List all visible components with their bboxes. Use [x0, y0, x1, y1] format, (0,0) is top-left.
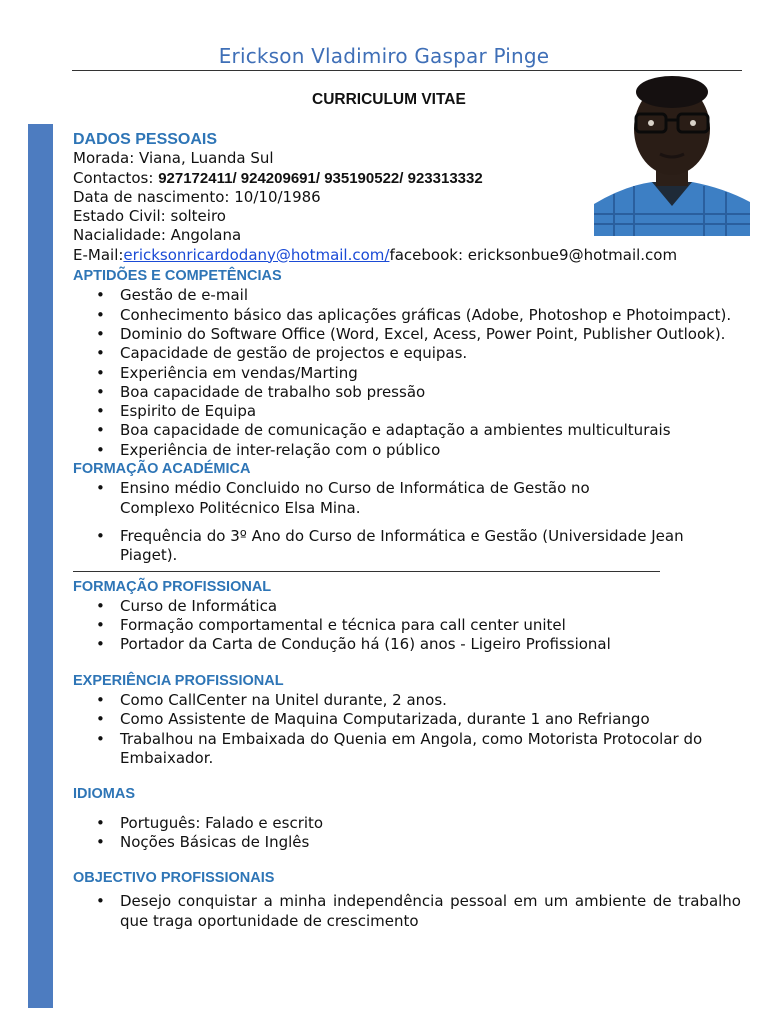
list-item: • Portador da Carta de Condução há (16) anos - Ligeiro Profissional [73, 635, 741, 654]
email-link[interactable]: ericksonricardodany@hotmail.com/ [123, 245, 390, 264]
list-item: • Curso de Informática [73, 597, 741, 616]
email-label: E-Mail: [73, 245, 124, 264]
section-heading-profissional: FORMAÇÃO PROFISSIONAL [73, 578, 272, 595]
list-item: • Gestão de e-mail [73, 286, 741, 305]
list-item: • Espirito de Equipa [73, 402, 741, 421]
nascimento-line: Data de nascimento: 10/10/1986 [73, 187, 321, 206]
morada-line: Morada: Viana, Luanda Sul [73, 149, 274, 168]
list-item: • Frequência do 3º Ano do Curso de Informática e Gestão (Universidade Jean Piaget). [73, 527, 741, 566]
document-title: CURRICULUM VITAE [312, 91, 466, 108]
list-item: • Experiência em vendas/Marting [73, 364, 741, 383]
contactos-label: Contactos: [73, 168, 159, 187]
list-item: • Ensino médio Concluido no Curso de Informática de Gestão no Complexo Politécnico Elsa Mina. [73, 479, 741, 518]
list-item: • Experiência de inter-relação com o público [73, 441, 741, 460]
list-item: • Capacidade de gestão de projectos e equipas. [73, 344, 741, 363]
list-item: • Dominio do Software Office (Word, Excel, Acess, Power Point, Publisher Outlook). [73, 325, 741, 344]
profissional-list [73, 597, 741, 655]
list-item: • Formação comportamental e técnica para call center unitel [73, 616, 741, 635]
idiomas-list [73, 814, 741, 853]
list-item: • Desejo conquistar a minha independência pessoal em um ambiente de trabalho que traga oportunidade de crescimento [73, 892, 741, 931]
aptidoes-list [73, 286, 741, 460]
list-item: • Como Assistente de Maquina Computarizada, durante 1 ano Refriango [73, 710, 741, 729]
facebook-text: facebook: ericksonbue9@hotmail.com [389, 245, 678, 264]
list-item: • Noções Básicas de Inglês [73, 833, 741, 852]
academica-list [73, 479, 741, 565]
list-item: • Conhecimento básico das aplicações gráficas (Adobe, Photoshop e Photoimpact). [73, 306, 741, 325]
objectivo-list [73, 892, 741, 931]
email-line [73, 246, 741, 265]
section-heading-idiomas: IDIOMAS [73, 786, 136, 803]
experiencia-list [73, 691, 741, 768]
estado-civil-line: Estado Civil: solteiro [73, 207, 226, 226]
section-heading-experiencia: EXPERIÊNCIA PROFISSIONAL [73, 672, 284, 689]
section-heading-dados: DADOS PESSOAIS [73, 131, 218, 148]
list-item: • Como CallCenter na Unitel durante, 2 anos. [73, 691, 741, 710]
nacionalidade-line: Nacialidade: Angolana [73, 226, 242, 245]
contactos-value: 927172411/ 924209691/ 935190522/ 923313332 [158, 169, 483, 187]
sidebar-accent-bar [28, 124, 53, 1008]
list-item: • Trabalhou na Embaixada do Quenia em Angola, como Motorista Protocolar do Embaixador. [73, 730, 741, 769]
header-divider [72, 70, 742, 71]
cv-content [73, 130, 741, 931]
list-item: • Boa capacidade de comunicação e adaptação a ambientes multiculturais [73, 421, 741, 440]
section-heading-academica: FORMAÇÃO ACADÉMICA [73, 461, 251, 478]
list-item: • Boa capacidade de trabalho sob pressão [73, 383, 741, 402]
section-heading-aptidoes: APTIDÕES E COMPETÊNCIAS [73, 268, 282, 285]
list-item: • Português: Falado e escrito [73, 814, 741, 833]
section-heading-objectivo: OBJECTIVO PROFISSIONAIS [73, 870, 275, 887]
candidate-name: Erickson Vladimiro Gaspar Pinge [218, 44, 550, 68]
contactos-line [73, 169, 741, 188]
section-divider [73, 571, 660, 572]
